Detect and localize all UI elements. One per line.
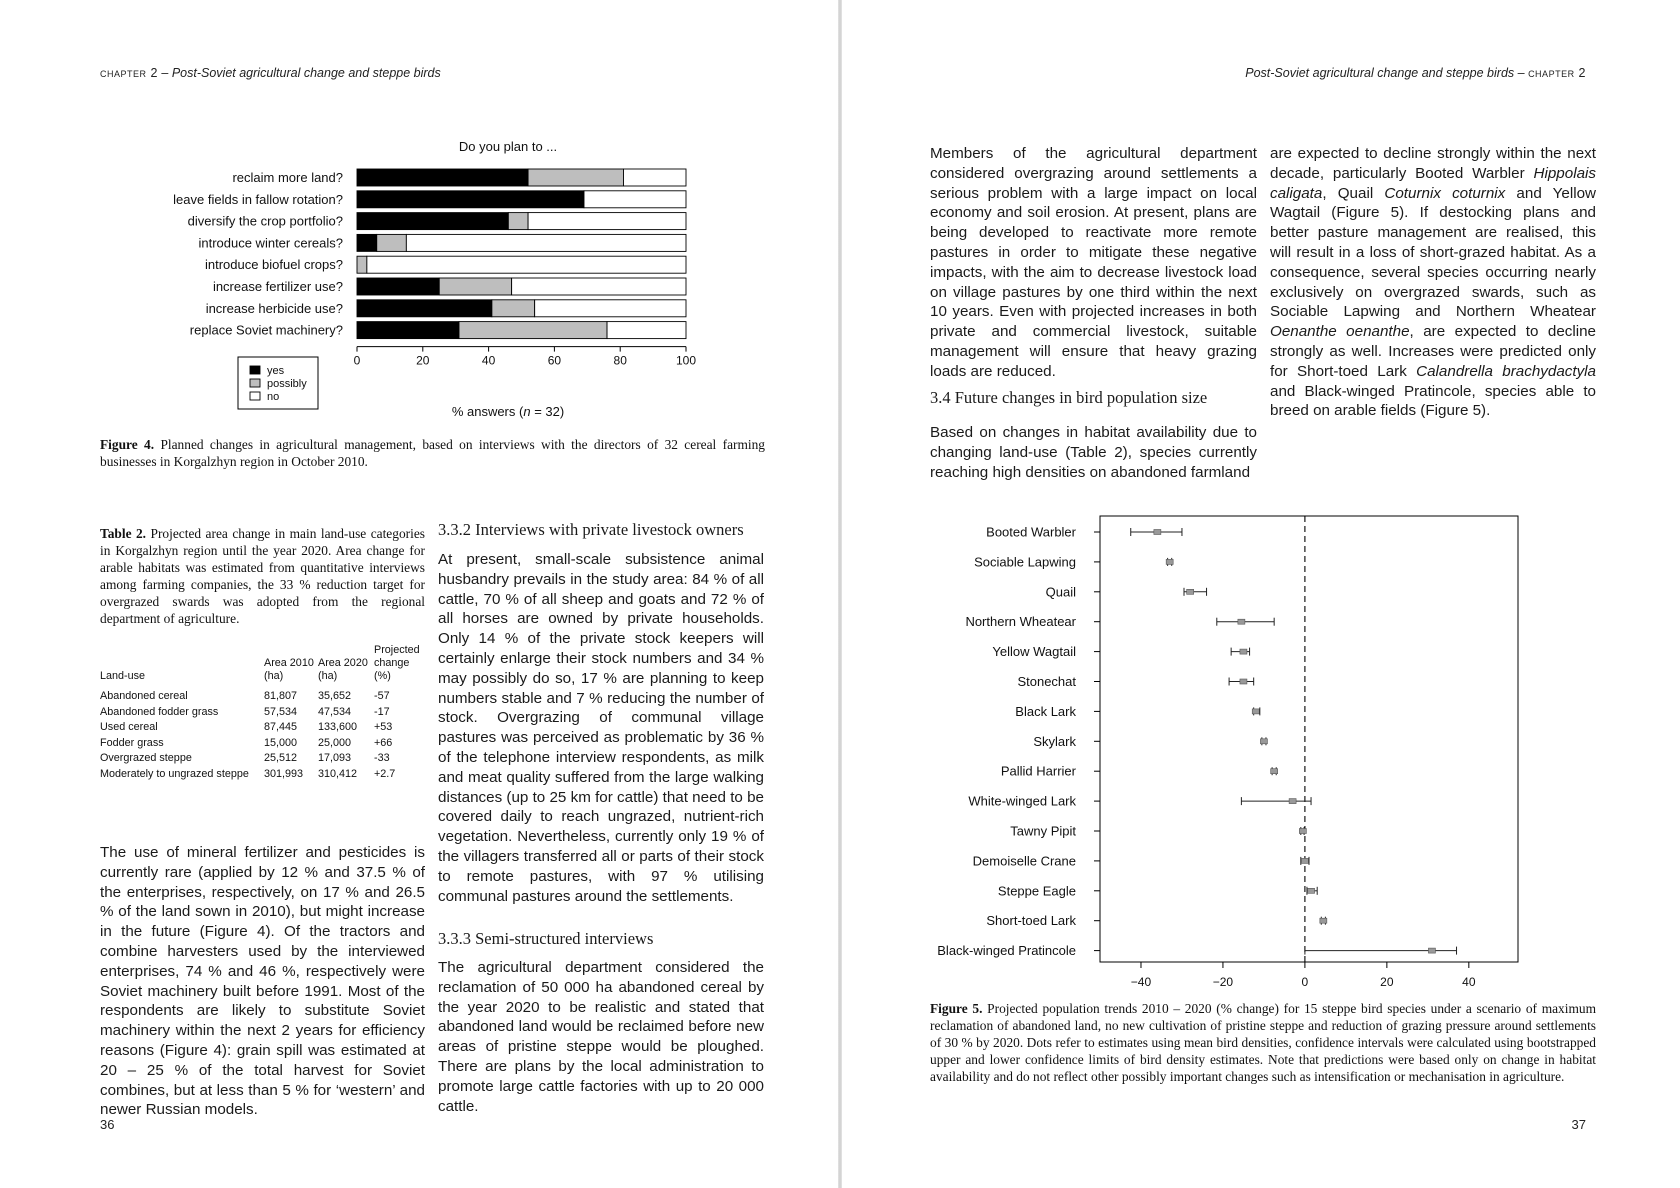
- table-cell: +2.7: [374, 767, 396, 780]
- land-use-table: [100, 644, 426, 782]
- fig5-plot-border: [1100, 516, 1518, 962]
- paragraph-agricultural-department: [930, 144, 1257, 382]
- table-cell: 47,534: [318, 705, 352, 718]
- fig5-estimate-point: [1428, 948, 1435, 953]
- fig4-bar-no: [406, 234, 686, 251]
- table-header-row: [100, 644, 426, 688]
- fig5-estimate-point: [1301, 858, 1308, 863]
- species-name: Hippolais caligata: [1270, 164, 1596, 202]
- paragraph-text: At present, small-scale subsistence animal husbandry prevails in the study area: 84 % of all cattle, 70 % of all sheep and goats and 72 % of all horses are owned by private households. Only 14 % of the private stock keepers will certainly enlarge their stock numbers and 34 % may possibly do so, 17 % are planning to keep numbers stable and 7 % reducing the number of stock. Overgrazing of communal village pastures was perceived as problematic by 36 % of the telephone interview respondents, as milk and meat quality suffered from the large walking distances (up to 25 km for cattle) that need to be covered daily to reach ungrazed, nutrient-rich vegetation. Nevertheless, currently only 19 % of the villagers transferred all or parts of their stock to remote pastures, with 97 % utilising communal pastures around the settlements.: [438, 551, 764, 905]
- running-head-left: chapter 2 – Post-Soviet agricultural change and steppe birds: [100, 66, 441, 80]
- table-cell: 25,000: [318, 736, 352, 749]
- fig5-species-label: Black-winged Pratincole: [937, 943, 1076, 959]
- fig5-estimate-point: [1320, 918, 1327, 923]
- fig4-category-label: diversify the crop portfolio?: [187, 213, 343, 229]
- fig5-species-label: Stonechat: [1017, 674, 1076, 689]
- fig4-bar-no: [528, 213, 686, 230]
- fig5-estimate-point: [1238, 619, 1245, 624]
- fig5-species-label: Short-toed Lark: [986, 913, 1076, 929]
- fig4-bar-yes: [357, 322, 459, 339]
- table-cell: 81,807: [264, 690, 298, 702]
- fig4-x-tick-label: 60: [547, 353, 562, 368]
- fig4-category-label: reclaim more land?: [232, 170, 343, 185]
- table-header-cell: Land-use: [100, 670, 146, 682]
- table-cell: 57,534: [264, 705, 298, 718]
- fig4-bar-yes: [357, 213, 508, 230]
- fig4-bar-yes: [357, 169, 528, 186]
- table-cell: Abandoned cereal: [100, 690, 188, 702]
- fig4-category-label: introduce winter cereals?: [198, 235, 343, 251]
- table-row: [100, 705, 426, 721]
- paragraph-text: Based on changes in habitat availability due to changing land-use (Table 2), species currently reaching high densities on abandoned farmland: [930, 424, 1257, 481]
- fig4-bar-no: [512, 278, 686, 295]
- table-cell: Overgrazed steppe: [100, 752, 192, 764]
- fig4-category-label: increase fertilizer use?: [212, 279, 343, 294]
- fig4-bar-possibly: [528, 169, 623, 186]
- fig4-bar-no: [607, 322, 686, 339]
- table-cell: +66: [374, 736, 393, 749]
- fig4-category-label: leave fields in fallow rotation?: [173, 191, 343, 207]
- fig5-species-label: Quail: [1045, 584, 1076, 600]
- table-cell: 17,093: [318, 752, 352, 764]
- fig5-estimate-point: [1166, 559, 1173, 564]
- paragraph-text: The use of mineral fertilizer and pesticides is currently rare (applied by 12 % and 37.5 % of the enterprises, respectively, on 17 % and 26.5 % of the land sown in 2010), but might increase in the future (Figure 4). Of the tractors and combine harvesters used by the interviewed enterprises, 74 % and 46 %, respectively were Soviet machinery built before 1991. Most of the respondents are likely to substitute Soviet machinery within the next 2 years for efficiency reasons (Figure 4): grain spill was estimated at 20 – 25 % of the total harvest for Soviet combines, but at less than 5 % for ‘western’ and newer Russian models.: [100, 844, 425, 1119]
- table-cell: 25,512: [264, 752, 298, 764]
- section-3-3-3-title: 3.3.3 Semi-structured interviews: [438, 929, 654, 948]
- figure-5-caption: [930, 1000, 1596, 1085]
- fig4-title: Do you plan to ...: [458, 139, 558, 154]
- table-cell: -57: [374, 690, 390, 702]
- fig5-species-label: Tawny Pipit: [1010, 823, 1076, 839]
- table-2-caption-text: Projected area change in main land-use categories in Korgalzhyn region until the year 2020. Area change for arable habitats was estimated from quantitative interviews among farming companies, the 33 % reduction target for overgrazed swards was adopted from the regional department of agriculture.: [100, 526, 425, 626]
- table-row: [100, 767, 426, 783]
- fig4-bar-possibly: [377, 234, 407, 251]
- right-page: [842, 0, 1680, 1188]
- fig4-category-label: introduce biofuel crops?: [204, 257, 343, 273]
- section-3-3-3-text: [438, 958, 764, 1116]
- fig5-species-label: Sociable Lapwing: [974, 554, 1076, 570]
- fig5-estimate-point: [1308, 888, 1315, 893]
- fig5-species-label: Northern Wheatear: [965, 614, 1076, 630]
- table-2-caption: [100, 525, 425, 627]
- running-title: Post-Soviet agricultural change and steppe birds: [1245, 66, 1515, 80]
- fig4-bar-no: [584, 191, 686, 208]
- fig5-x-tick-label: −20: [1212, 975, 1234, 989]
- fig5-estimate-point: [1271, 769, 1278, 774]
- fig4-bar-possibly: [508, 213, 528, 230]
- fig4-bar-no: [367, 256, 686, 273]
- section-3-3-2-title: 3.3.2 Interviews with private livestock owners: [438, 520, 744, 539]
- table-header-cell: Projected change (%): [374, 644, 420, 682]
- fig5-estimate-point: [1187, 589, 1194, 594]
- section-3-3-2-text: [438, 550, 764, 906]
- fig4-xlabel: % answers (n = 32): [451, 404, 565, 419]
- fig4-bar-no: [623, 169, 686, 186]
- fig4-bar-possibly: [439, 278, 511, 295]
- paragraph-text: Members of the agricultural department considered overgrazing around settlements a serious problem with a large impact on local economy and soil erosion. At present, plans are being developed to reactivate more remote pastures in order to mitigate these negative impacts, with the aim to decrease livestock load on village pastures by one third within the next 10 years. Even with projected increases in both private and commercial livestock, suitable management will ensure that heavy grazing loads are reduced.: [930, 145, 1257, 380]
- fig4-bar-yes: [357, 300, 492, 317]
- fig5-estimate-point: [1299, 829, 1306, 834]
- fig4-legend-swatch-no: [250, 392, 260, 400]
- figure-4-caption-text: Planned changes in agricultural management, based on interviews with the directors of 32 cereal farming businesses in Korgalzhyn region in October 2010.: [100, 437, 765, 469]
- fig5-x-tick-label: −40: [1130, 975, 1152, 989]
- table-cell: +53: [374, 721, 393, 733]
- fig4-legend-swatch-yes: [250, 366, 260, 374]
- fig5-species-label: Booted Warbler: [986, 524, 1076, 540]
- fig5-estimate-point: [1240, 679, 1247, 684]
- fig4-category-label: increase herbicide use?: [205, 300, 343, 316]
- table-cell: 35,652: [318, 690, 352, 702]
- running-head-right: Post-Soviet agricultural change and steppe birds – chapter 2: [1245, 66, 1586, 80]
- figure-5-dot-error-bar-chart: [930, 508, 1610, 998]
- table-cell: 310,412: [318, 767, 358, 780]
- table-cell: 133,600: [318, 721, 358, 733]
- table-row: [100, 751, 426, 767]
- fig4-bar-no: [535, 300, 686, 317]
- fig5-estimate-point: [1252, 709, 1259, 714]
- paragraph-text: are expected to decline strongly within the next decade, particularly Booted Warbler Hippolais caligata, Quail Coturnix coturnix and Yellow Wagtail (Figure 5). If destocking plans and better pasture management are realised, this will result in a loss of short-grazed habitat. As a consequence, several species occurring nearly exclusively on overgrazed swards, such as Sociable Lapwing and Northern Wheatear Oenanthe oenanthe, are expected to decline strongly as well. Increases were predicted only for Short-toed Lark Calandrella brachydactyla and Black-winged Pratincole, species able to breed on arable fields (Figure 5).: [1270, 145, 1597, 420]
- page-number-right: 37: [1571, 1117, 1586, 1132]
- table-cell: Used cereal: [100, 721, 158, 733]
- table-cell: -33: [374, 752, 390, 764]
- table-cell: -17: [374, 705, 390, 718]
- fig4-x-tick-label: 0: [353, 353, 361, 368]
- fig4-bar-possibly: [459, 322, 607, 339]
- table-row: [100, 720, 426, 736]
- figure-4-caption: [100, 436, 765, 470]
- paragraph-fertilizer: [100, 843, 425, 1120]
- fig4-bar-yes: [357, 278, 439, 295]
- figure-5-caption-text: Projected population trends 2010 – 2020 (% change) for 15 steppe bird species under a scenario of maximum reclamation of abandoned land, no new cultivation of pristine steppe and reduction of grazing pressure around settlements of 30 % by 2020. Dots refer to estimates using mean bird densities, confidence intervals were calculated using bootstrapped upper and lower confidence limits of bird density estimates. Note that predictions were based only on change in habitat availability and do not reflect other possibly important changes such as intensification or mechanisation in agriculture.: [930, 1001, 1596, 1084]
- fig5-estimate-point: [1260, 739, 1267, 744]
- fig5-species-label: Skylark: [1033, 733, 1076, 749]
- fig5-species-label: Pallid Harrier: [1000, 763, 1076, 779]
- fig5-data-points: [1131, 528, 1457, 955]
- fig5-species-label: Black Lark: [1015, 703, 1076, 719]
- table-cell: 15,000: [264, 736, 298, 749]
- table-row: [100, 688, 426, 705]
- fig5-estimate-point: [1289, 799, 1296, 804]
- fig4-legend-label: possibly: [267, 378, 307, 390]
- chapter-label: chapter 2: [1528, 66, 1586, 80]
- table-cell: Moderately to ungrazed steppe: [100, 767, 249, 780]
- running-title: Post-Soviet agricultural change and steppe birds: [171, 66, 441, 80]
- section-3-4-title: 3.4 Future changes in bird population size: [930, 388, 1208, 407]
- table-header-cell: Area 2010 (ha): [264, 657, 314, 682]
- fig5-species-label: White-winged Lark: [968, 793, 1076, 809]
- fig4-x-tick-label: 40: [481, 353, 496, 368]
- species-name: Coturnix coturnix: [1384, 184, 1506, 202]
- fig4-bar-possibly: [492, 300, 535, 317]
- fig5-species-label: Yellow Wagtail: [992, 644, 1076, 660]
- table-cell: 87,445: [264, 721, 298, 733]
- figure-5-label: Figure 5.: [930, 1001, 983, 1016]
- fig5-estimate-point: [1240, 649, 1247, 654]
- table-cell: 301,993: [264, 767, 304, 780]
- table-header-cell: Area 2020 (ha): [318, 657, 368, 682]
- fig4-category-label: replace Soviet machinery?: [189, 322, 343, 338]
- fig4-bar-yes: [357, 234, 377, 251]
- table-cell: Fodder grass: [100, 736, 164, 749]
- fig5-plot-frame: [1100, 516, 1518, 962]
- fig5-species-label: Demoiselle Crane: [972, 853, 1076, 869]
- chapter-label: chapter 2: [100, 66, 158, 80]
- left-page: [0, 0, 838, 1188]
- fig4-legend-label: yes: [267, 365, 285, 377]
- fig4-x-tick-label: 100: [675, 353, 697, 368]
- fig4-bars-group: [173, 169, 686, 339]
- paragraph-bird-decline: [1270, 144, 1596, 421]
- paragraph-text: The agricultural department considered the reclamation of 50 000 ha abandoned cereal by the year 2020 to be realistic and stated that abandoned land would be reclaimed before new areas of pristine steppe would be ploughed. There are plans by the local administration to promote large cattle factories with up to 20 000 cattle.: [438, 959, 764, 1115]
- fig5-estimate-point: [1154, 530, 1161, 535]
- fig4-bar-possibly: [357, 256, 367, 273]
- species-name: Oenanthe oenanthe: [1270, 323, 1410, 341]
- fig4-x-axis: [354, 347, 697, 368]
- section-3-4-text: [930, 423, 1257, 482]
- table-row: [100, 736, 426, 752]
- fig4-legend-label: no: [267, 391, 280, 403]
- fig5-x-tick-label: 0: [1301, 975, 1309, 989]
- table-cell: Abandoned fodder grass: [100, 705, 219, 718]
- table-2-label: Table 2.: [100, 526, 147, 541]
- figure-4-stacked-bar-chart: [100, 135, 740, 427]
- fig5-x-tick-label: 20: [1380, 975, 1394, 989]
- fig4-x-tick-label: 80: [613, 353, 627, 368]
- species-name: Calandrella brachydactyla: [1416, 362, 1596, 380]
- fig4-x-tick-label: 20: [416, 353, 430, 368]
- fig4-bar-yes: [357, 191, 584, 208]
- fig4-legend-swatch-possibly: [250, 379, 260, 387]
- figure-4-label: Figure 4.: [100, 437, 155, 452]
- fig4-legend: [238, 357, 318, 409]
- fig5-x-tick-label: 40: [1462, 975, 1476, 989]
- fig5-species-label: Steppe Eagle: [997, 883, 1076, 899]
- page-number-left: 36: [100, 1117, 115, 1132]
